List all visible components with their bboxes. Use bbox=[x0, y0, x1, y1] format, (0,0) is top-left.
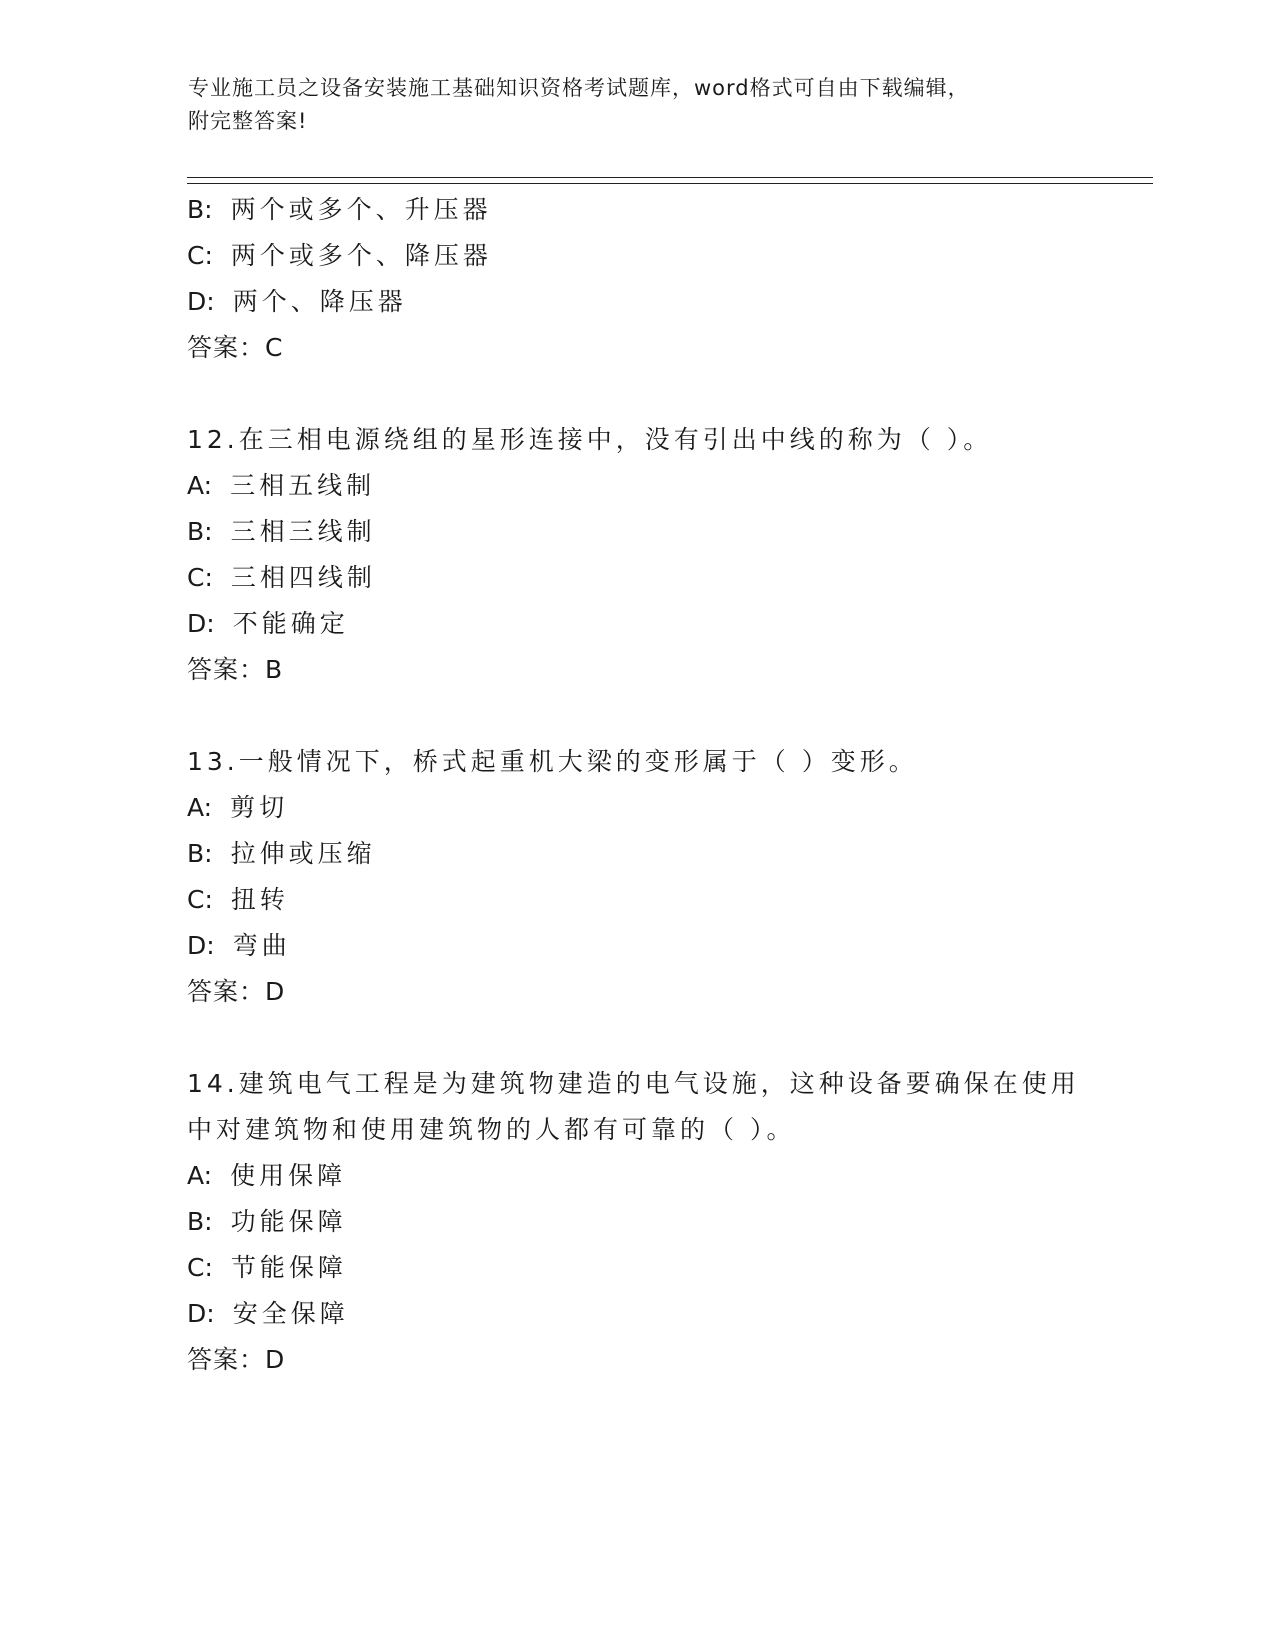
question-13 bbox=[187, 739, 1087, 1015]
option-c: C: 三相四线制 bbox=[187, 563, 376, 592]
option-c: C: 扭转 bbox=[187, 885, 289, 914]
option-b: B: 三相三线制 bbox=[187, 517, 376, 546]
spacer bbox=[187, 693, 1087, 739]
answer-line: 答案：D bbox=[187, 977, 286, 1006]
answer-line: 答案：C bbox=[187, 333, 284, 362]
header-divider-top bbox=[187, 177, 1153, 178]
question-text-line-2: 中对建筑物和使用建筑物的人都有可靠的（ ）。 bbox=[187, 1115, 796, 1144]
answer-line: 答案：D bbox=[187, 1345, 286, 1374]
option-c: C: 两个或多个、降压器 bbox=[187, 241, 492, 270]
question-14 bbox=[187, 1061, 1087, 1383]
option-d: D: 安全保障 bbox=[187, 1299, 349, 1328]
option-c: C: 节能保障 bbox=[187, 1253, 347, 1282]
spacer bbox=[187, 1015, 1087, 1061]
option-d: D: 不能确定 bbox=[187, 609, 349, 638]
question-list bbox=[187, 187, 1087, 1383]
option-a: A: 三相五线制 bbox=[187, 471, 376, 500]
document-header bbox=[188, 72, 1068, 138]
option-a: A: 使用保障 bbox=[187, 1161, 347, 1190]
header-divider-bottom bbox=[187, 183, 1153, 184]
option-b: B: 拉伸或压缩 bbox=[187, 839, 376, 868]
question-12 bbox=[187, 417, 1087, 693]
option-a: A: 剪切 bbox=[187, 793, 289, 822]
header-line-2: 附完整答案! bbox=[188, 109, 308, 133]
option-b: B: 两个或多个、升压器 bbox=[187, 195, 492, 224]
answer-line: 答案：B bbox=[187, 655, 284, 684]
question-text: 12.在三相电源绕组的星形连接中，没有引出中线的称为（ ）。 bbox=[187, 425, 993, 454]
option-d: D: 两个、降压器 bbox=[187, 287, 407, 316]
question-text: 13.一般情况下，桥式起重机大梁的变形属于（ ）变形。 bbox=[187, 747, 918, 776]
spacer bbox=[187, 371, 1087, 417]
question-11-continued bbox=[187, 187, 1087, 371]
header-line-1: 专业施工员之设备安装施工基础知识资格考试题库，word格式可自由下载编辑， bbox=[188, 76, 970, 100]
option-d: D: 弯曲 bbox=[187, 931, 291, 960]
option-b: B: 功能保障 bbox=[187, 1207, 347, 1236]
question-text-line-1: 14.建筑电气工程是为建筑物建造的电气设施，这种设备要确保在使用 bbox=[187, 1069, 1080, 1098]
